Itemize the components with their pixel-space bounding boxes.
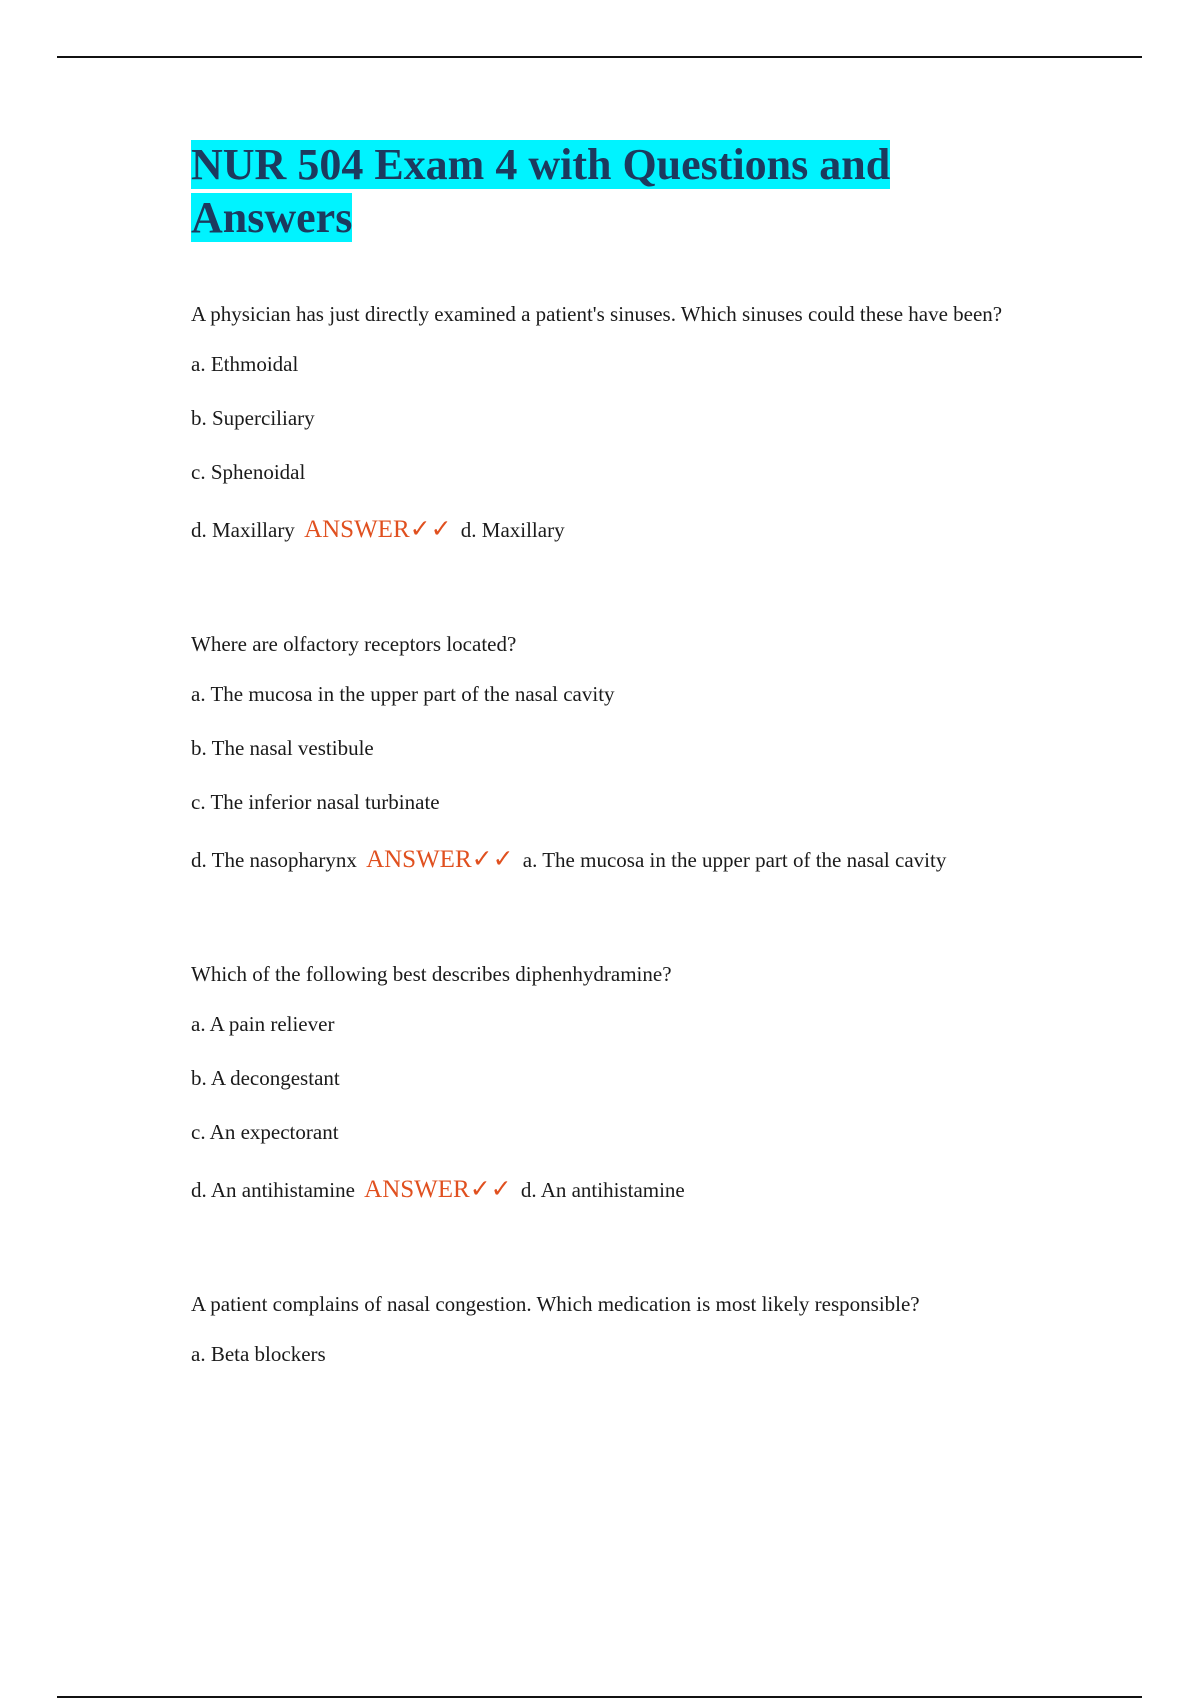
question-text: Which of the following best describes diphenhydramine? bbox=[191, 962, 672, 986]
option-c: c. Sphenoidal bbox=[191, 460, 306, 484]
option-d-with-answer bbox=[191, 510, 1051, 550]
option-a: a. A pain reliever bbox=[191, 1012, 335, 1036]
footer-rule bbox=[57, 1696, 1142, 1698]
correct-answer: a. The mucosa in the upper part of the nasal cavity bbox=[522, 848, 947, 872]
option-d-with-answer bbox=[191, 840, 1051, 880]
document-title-text: NUR 504 Exam 4 with Questions and Answers bbox=[191, 140, 891, 242]
option-b: b. A decongestant bbox=[191, 1066, 340, 1090]
option-a: a. Ethmoidal bbox=[191, 352, 299, 376]
option-d: d. Maxillary bbox=[191, 518, 295, 542]
question-block bbox=[191, 954, 1051, 1210]
option-a: a. The mucosa in the upper part of the nasal cavity bbox=[191, 682, 615, 706]
question-block bbox=[191, 624, 1051, 880]
correct-answer: d. An antihistamine bbox=[520, 1178, 685, 1202]
question-block bbox=[191, 1284, 1051, 1374]
question-text: Where are olfactory receptors located? bbox=[191, 632, 517, 656]
option-c: c. An expectorant bbox=[191, 1120, 339, 1144]
option-b: b. The nasal vestibule bbox=[191, 736, 374, 760]
option-b: b. Superciliary bbox=[191, 406, 315, 430]
document-title bbox=[191, 138, 1051, 244]
option-d: d. The nasopharynx bbox=[191, 848, 357, 872]
option-c: c. The inferior nasal turbinate bbox=[191, 790, 440, 814]
option-d: d. An antihistamine bbox=[191, 1178, 355, 1202]
answer-marker: ANSWER✓✓ bbox=[304, 516, 452, 543]
answer-marker: ANSWER✓✓ bbox=[366, 846, 514, 873]
question-text: A physician has just directly examined a patient's sinuses. Which sinuses could these have been? bbox=[191, 302, 1003, 326]
question-block bbox=[191, 294, 1051, 550]
option-d-with-answer bbox=[191, 1170, 1051, 1210]
header-rule bbox=[57, 56, 1142, 58]
option-a: a. Beta blockers bbox=[191, 1342, 326, 1366]
correct-answer: d. Maxillary bbox=[460, 518, 565, 542]
answer-marker: ANSWER✓✓ bbox=[364, 1176, 512, 1203]
question-text: A patient complains of nasal congestion. Which medication is most likely responsible? bbox=[191, 1292, 920, 1316]
document-body bbox=[191, 138, 1051, 1374]
